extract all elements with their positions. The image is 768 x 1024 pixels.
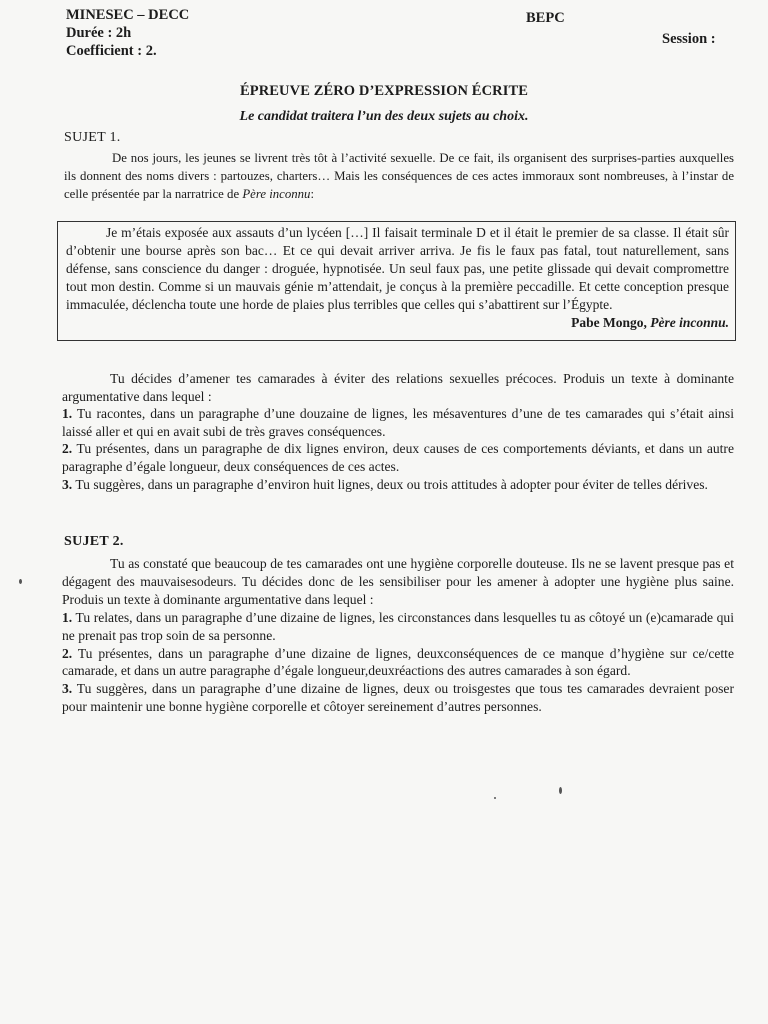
header-left [66, 6, 189, 60]
sujet2-item-2: 2. Tu présentes, dans un paragraphe d’une dizaine de lignes, deuxconséquences de ce manque d’hygiène sur ce/cette camarade, et dans un autre paragraphe d’égale longueur,deuxréactions des autres camarades à son égard. [62, 645, 734, 679]
sujet1-label: SUJET 1. [64, 130, 121, 145]
sujet2-instructions [62, 555, 734, 716]
session-label: Session : [662, 31, 716, 47]
quote-box [57, 221, 736, 341]
coefficient-label: Coefficient : 2. [66, 43, 157, 59]
sujet1-task: Tu décides d’amener tes camarades à éviter des relations sexuelles précoces. Produis un texte à dominante argumentative dans lequel : [62, 371, 734, 404]
duration-label: Durée : 2h [66, 25, 132, 41]
sujet1-instructions [62, 370, 734, 493]
page-title: ÉPREUVE ZÉRO D’EXPRESSION ÉCRITE [239, 83, 529, 99]
sujet1-item-2: 2. Tu présentes, dans un paragraphe de dix lignes environ, deux causes de ces comportements déviants, et dans un autre paragraphe d’égale longueur, deux conséquences de ces actes. [62, 441, 734, 474]
exam-name: BEPC [526, 10, 565, 26]
quote-attribution [66, 314, 729, 332]
quote-text: Je m’étais exposée aux assauts d’un lycéen […] Il faisait terminale D et il était le premier de sa classe. Il était sûr d’obtenir une bourse après son bac… Et ce qui devait arriver arriva. Je fis le faux pas fatal, tout naturellement, sans défense, sans conscience du danger : droguée, hypnotisée. Un seul faux pas, une petite glissade qui devait compromettre tout mon destin. Comme si un mauvais génie m’attendait, je conçus à la première peccadille. Et cette conception presque immaculée, déclencha toute une horde de plaies plus terribles que celles qui s’abattirent sur l’Égypte. [66, 225, 729, 312]
sujet2-item-1: 1. Tu relates, dans un paragraphe d’une dizaine de lignes, les circonstances dans lesquelles tu as côtoyé un (e)camarade qui ne prenait pas trop soin de sa personne. [62, 609, 734, 643]
sujet1-intro-text: De nos jours, les jeunes se livrent très tôt à l’activité sexuelle. De ce fait, ils organisent des surprises-parties auxquelles ils donnent des noms divers : partouzes, charters… Mais les conséquences de ces actes immoraux sont nombreuses, à l’instar de celle présentée par la narratrice de [64, 151, 734, 201]
scan-speck [19, 579, 22, 584]
sujet2-task: Tu as constaté que beaucoup de tes camarades ont une hygiène corporelle douteuse. Ils ne se lavent presque pas et dégagent des mauvaisesodeurs. Tu décides donc de les sensibiliser pour les amener à adopter une hygiène plus saine. Produis un texte à dominante argumentative dans lequel : [62, 556, 734, 607]
sujet1-intro-end: : [310, 187, 314, 201]
scan-speck [559, 787, 562, 794]
sujet1-item-1: 1. Tu racontes, dans un paragraphe d’une douzaine de lignes, les mésaventures d’une de tes camarades qui s’était ainsi laissé aller et qui en avait subi de très graves conséquences. [62, 406, 734, 439]
sujet1-intro [64, 149, 734, 203]
quote-work: Père inconnu. [650, 315, 729, 330]
page-subtitle: Le candidat traitera l’un des deux sujets au choix. [239, 109, 529, 124]
scan-speck [494, 797, 496, 799]
sujet1-item-3: 3. Tu suggères, dans un paragraphe d’environ huit lignes, deux ou trois attitudes à adopter pour éviter de telles dérives. [62, 476, 708, 492]
quote-author: Pabe Mongo, [571, 315, 651, 330]
sujet1-intro-work: Père inconnu [242, 187, 311, 201]
sujet2-label: SUJET 2. [64, 534, 124, 549]
ministry-label: MINESEC – DECC [66, 7, 190, 23]
sujet2-item-3: 3. Tu suggères, dans un paragraphe d’une dizaine de lignes, deux ou troisgestes que tous tes camarades devraient poser pour maintenir une bonne hygiène corporelle et côtoyer sereinement d’autres personnes. [62, 681, 734, 715]
